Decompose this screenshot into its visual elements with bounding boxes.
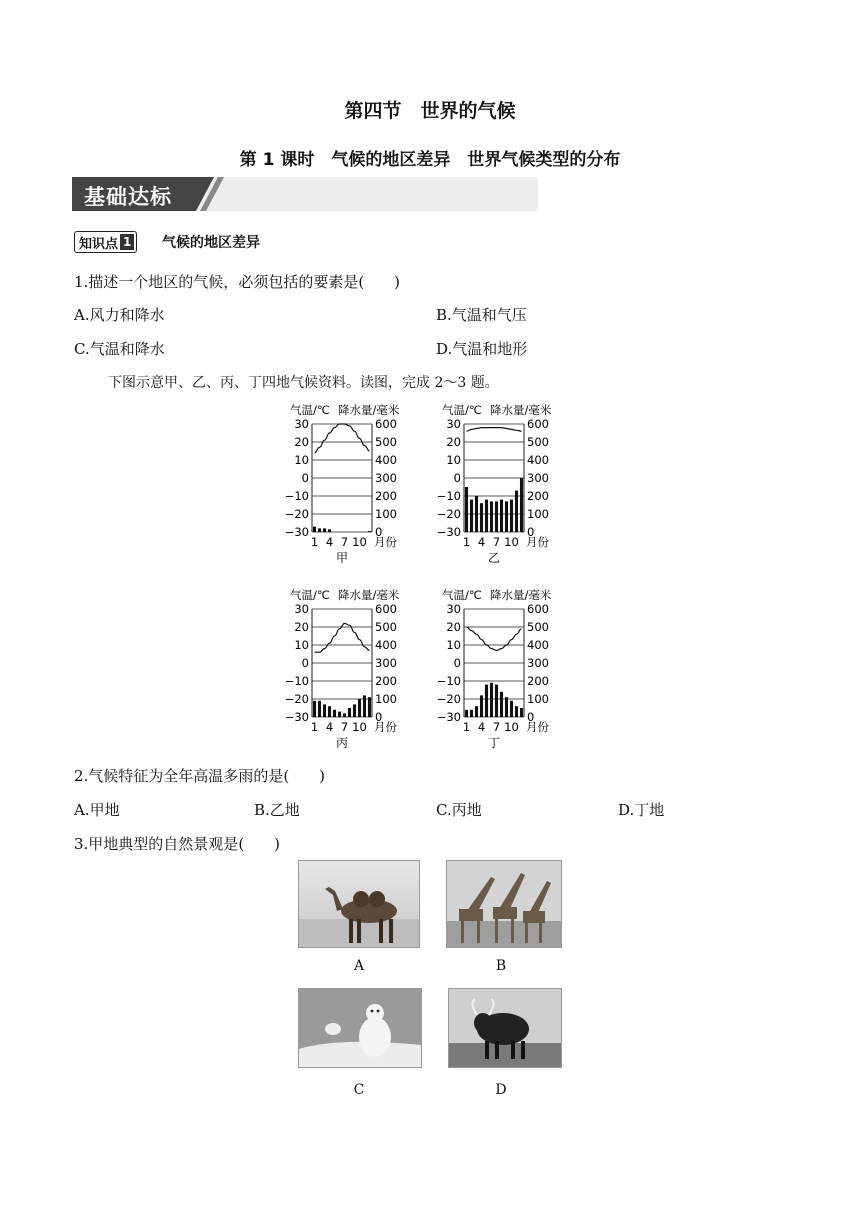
climate-chart-bing (282, 583, 418, 761)
precipitation-bar (323, 704, 326, 717)
precipitation-bar (495, 501, 498, 532)
precipitation-tick: 0 (527, 710, 535, 724)
precipitation-bar (485, 685, 488, 717)
q2-option-d: D.丁地 (618, 801, 665, 819)
chart-name: 丁 (487, 736, 501, 750)
temperature-tick: 30 (446, 602, 461, 616)
temperature-axis-label: 气温/℃ (290, 588, 330, 602)
temperature-curve (315, 623, 370, 652)
temperature-tick: −10 (284, 674, 309, 688)
precipitation-tick: 300 (375, 656, 397, 670)
month-axis-label: 月份 (526, 535, 549, 549)
temperature-tick: −20 (436, 507, 461, 521)
precipitation-bar (490, 683, 493, 717)
month-tick: 7 (340, 720, 349, 734)
q1-option-a: A.风力和降水 (74, 306, 165, 324)
precipitation-bar (328, 529, 331, 532)
precipitation-bar (470, 710, 473, 717)
month-tick: 1 (462, 720, 471, 734)
precipitation-tick: 0 (527, 525, 535, 539)
precipitation-bar (333, 710, 336, 717)
climate-chart-yi (434, 398, 570, 576)
precipitation-axis-label: 降水量/毫米 (490, 588, 552, 602)
month-tick: 10 (504, 720, 519, 734)
precipitation-tick: 0 (375, 710, 383, 724)
temperature-tick: −30 (436, 710, 461, 724)
precipitation-axis-label: 降水量/毫米 (338, 403, 400, 417)
precipitation-tick: 400 (375, 453, 397, 467)
precipitation-bar (520, 708, 523, 717)
banner-label: 基础达标 (84, 185, 172, 209)
precipitation-tick: 600 (527, 417, 549, 431)
precipitation-bar (500, 692, 503, 717)
q1-option-c: C.气温和降水 (74, 340, 165, 358)
temperature-tick: 30 (294, 417, 309, 431)
precipitation-bar (363, 695, 366, 717)
q1-option-d: D.气温和地形 (436, 340, 528, 358)
precipitation-bar (515, 491, 518, 532)
precipitation-bar (318, 528, 321, 532)
camel-desert-photo (298, 860, 420, 948)
temperature-tick: 0 (453, 471, 461, 485)
precipitation-bar (495, 685, 498, 717)
precipitation-tick: 300 (527, 656, 549, 670)
month-tick: 4 (325, 535, 334, 549)
precipitation-tick: 200 (527, 674, 549, 688)
q3-option-c-label: C (353, 1082, 365, 1098)
precipitation-tick: 300 (375, 471, 397, 485)
precipitation-bar (313, 701, 316, 717)
precipitation-tick: 400 (375, 638, 397, 652)
month-tick: 1 (462, 535, 471, 549)
temperature-tick: 0 (301, 656, 309, 670)
precipitation-tick: 100 (375, 507, 397, 521)
month-tick: 4 (325, 720, 334, 734)
precipitation-tick: 300 (527, 471, 549, 485)
polar-bear-photo (298, 988, 422, 1068)
month-axis-label: 月份 (374, 535, 397, 549)
temperature-tick: 20 (294, 435, 309, 449)
knowledge-point-prefix: 知识点 (79, 236, 119, 252)
precipitation-bar (505, 697, 508, 717)
precipitation-bar (480, 503, 483, 532)
temperature-tick: −30 (436, 525, 461, 539)
temperature-tick: −30 (284, 710, 309, 724)
question-2-stem: 2.气候特征为全年高温多雨的是( ) (74, 767, 326, 785)
temperature-tick: 20 (294, 620, 309, 634)
temperature-tick: 10 (446, 638, 461, 652)
precipitation-tick: 500 (375, 620, 397, 634)
precipitation-bar (480, 695, 483, 717)
month-axis-label: 月份 (374, 720, 397, 734)
precipitation-bar (313, 527, 316, 532)
temperature-curve (315, 424, 370, 453)
q1-option-b: B.气温和气压 (436, 306, 527, 324)
temperature-tick: 20 (446, 435, 461, 449)
precipitation-tick: 200 (375, 489, 397, 503)
section-title: 第四节 世界的气候 (344, 100, 516, 122)
precipitation-axis-label: 降水量/毫米 (338, 588, 400, 602)
month-tick: 7 (492, 535, 501, 549)
precipitation-bar (490, 501, 493, 532)
precipitation-tick: 400 (527, 453, 549, 467)
precipitation-tick: 200 (527, 489, 549, 503)
temperature-tick: −30 (284, 525, 309, 539)
q3-option-b-label: B (495, 958, 507, 974)
precipitation-tick: 0 (375, 525, 383, 539)
precipitation-bar (368, 531, 371, 532)
precipitation-bar (368, 697, 371, 717)
lesson-title: 第 1 课时 气候的地区差异 世界气候类型的分布 (239, 150, 621, 170)
temperature-tick: 10 (294, 453, 309, 467)
precipitation-tick: 200 (375, 674, 397, 688)
temperature-axis-label: 气温/℃ (442, 588, 482, 602)
precipitation-tick: 600 (375, 602, 397, 616)
temperature-tick: −10 (436, 674, 461, 688)
precipitation-bar (343, 713, 346, 717)
question-3-stem: 3.甲地典型的自然景观是( ) (74, 835, 281, 853)
precipitation-bar (505, 501, 508, 532)
precipitation-bar (510, 500, 513, 532)
temperature-axis-label: 气温/℃ (442, 403, 482, 417)
question-1-stem: 1.描述一个地区的气候，必须包括的要素是( ) (74, 273, 401, 291)
q3-option-d-label: D (495, 1082, 507, 1098)
month-tick: 10 (504, 535, 519, 549)
temperature-curve (467, 428, 522, 432)
q2-option-b: B.乙地 (254, 801, 300, 819)
temperature-tick: −10 (436, 489, 461, 503)
month-tick: 7 (492, 720, 501, 734)
precipitation-tick: 500 (527, 620, 549, 634)
precipitation-bar (465, 710, 468, 717)
precipitation-bar (515, 706, 518, 717)
precipitation-tick: 100 (527, 507, 549, 521)
temperature-tick: 20 (446, 620, 461, 634)
temperature-tick: −10 (284, 489, 309, 503)
precipitation-bar (328, 706, 331, 717)
precipitation-tick: 100 (527, 692, 549, 706)
temperature-tick: 0 (453, 656, 461, 670)
month-tick: 1 (310, 720, 319, 734)
giraffe-savanna-photo (446, 860, 562, 948)
temperature-tick: −20 (284, 692, 309, 706)
temperature-axis-label: 气温/℃ (290, 403, 330, 417)
knowledge-point-title: 气候的地区差异 (162, 235, 260, 251)
precipitation-axis-label: 降水量/毫米 (490, 403, 552, 417)
temperature-tick: −20 (284, 507, 309, 521)
month-axis-label: 月份 (526, 720, 549, 734)
precipitation-bar (358, 699, 361, 717)
precipitation-bar (475, 496, 478, 532)
precipitation-bar (353, 704, 356, 717)
precipitation-bar (485, 500, 488, 532)
month-tick: 1 (310, 535, 319, 549)
precipitation-tick: 100 (375, 692, 397, 706)
precipitation-bar (318, 701, 321, 717)
q2-option-c: C.丙地 (436, 801, 482, 819)
knowledge-point-number: 1 (120, 234, 134, 250)
precipitation-bar (465, 487, 468, 532)
precipitation-bar (323, 528, 326, 532)
temperature-tick: 30 (294, 602, 309, 616)
q3-option-a-label: A (353, 958, 365, 974)
temperature-tick: −20 (436, 692, 461, 706)
chart-name: 乙 (487, 551, 501, 565)
month-tick: 4 (477, 720, 486, 734)
temperature-tick: 0 (301, 471, 309, 485)
temperature-tick: 30 (446, 417, 461, 431)
temperature-tick: 10 (446, 453, 461, 467)
temperature-tick: 10 (294, 638, 309, 652)
climate-chart-ding (434, 583, 570, 761)
precipitation-tick: 400 (527, 638, 549, 652)
precipitation-tick: 500 (375, 435, 397, 449)
month-tick: 10 (352, 535, 367, 549)
figure-intro: 下图示意甲、乙、丙、丁四地气候资料。读图，完成 2～3 题。 (108, 375, 499, 391)
precipitation-tick: 500 (527, 435, 549, 449)
knowledge-point-tag (74, 231, 137, 253)
precipitation-bar (470, 500, 473, 532)
precipitation-tick: 600 (527, 602, 549, 616)
month-tick: 10 (352, 720, 367, 734)
temperature-curve (467, 627, 522, 650)
chart-name: 甲 (335, 551, 349, 565)
precipitation-tick: 600 (375, 417, 397, 431)
climate-chart-jia (282, 398, 418, 576)
precipitation-bar (338, 712, 341, 717)
precipitation-bar (475, 706, 478, 717)
month-tick: 7 (340, 535, 349, 549)
month-tick: 4 (477, 535, 486, 549)
precipitation-bar (348, 708, 351, 717)
precipitation-bar (510, 701, 513, 717)
precipitation-bar (520, 478, 523, 532)
precipitation-bar (500, 500, 503, 532)
chart-name: 丙 (335, 736, 349, 750)
yak-plateau-photo (448, 988, 562, 1068)
q2-option-a: A.甲地 (74, 801, 120, 819)
